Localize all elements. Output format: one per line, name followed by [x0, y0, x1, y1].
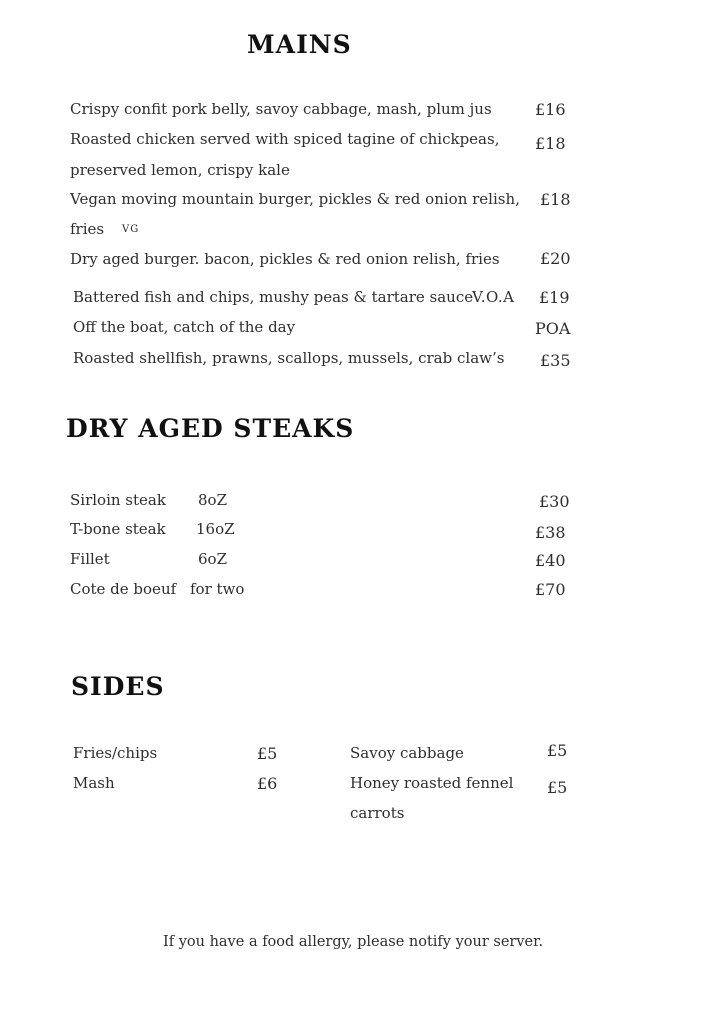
side-right-1-price: £5 — [547, 741, 568, 760]
steak-item-1-price: £30 — [539, 492, 570, 511]
steak-item-2-size: 16oZ — [196, 520, 235, 538]
side-left-1-price: £5 — [257, 744, 278, 763]
steak-item-1-size: 8oZ — [198, 491, 227, 509]
mains-item-3-price: £18 — [540, 190, 571, 209]
mains-item-5-text: Battered fish and chips, mushy peas & tartare sauce — [73, 288, 474, 306]
mains-item-4-price: £20 — [540, 249, 571, 268]
mains-item-7-text: Roasted shellfish, prawns, scallops, mussels, crab claw’s — [73, 349, 505, 367]
mains-item-2-price: £18 — [535, 134, 566, 153]
steak-item-1-name: Sirloin steak — [70, 491, 166, 509]
sides-heading: SIDES — [71, 672, 165, 701]
mains-item-4-text: Dry aged burger. bacon, pickles & red onion relish, fries — [70, 250, 500, 268]
mains-item-6-text: Off the boat, catch of the day — [73, 318, 296, 336]
side-right-2-name: Honey roasted fennel — [350, 774, 514, 792]
mains-item-2-text-cont: preserved lemon, crispy kale — [70, 161, 290, 179]
side-right-2-name-cont: carrots — [350, 804, 405, 822]
mains-item-3-text: Vegan moving mountain burger, pickles & red onion relish, — [70, 190, 520, 208]
steak-item-3-price: £40 — [535, 551, 566, 570]
side-left-1-name: Fries/chips — [73, 744, 158, 762]
side-right-2-price: £5 — [547, 778, 568, 797]
allergy-note: If you have a food allergy, please notify your server. — [163, 934, 544, 950]
steak-item-4-name: Cote de boeuf — [70, 580, 177, 598]
steak-item-3-size: 6oZ — [198, 550, 227, 568]
steak-item-2-price: £38 — [535, 523, 566, 542]
mains-item-2-text: Roasted chicken served with spiced tagine of chickpeas, — [70, 130, 500, 148]
mains-item-7-price: £35 — [540, 351, 571, 370]
steak-item-3-name: Fillet — [70, 550, 110, 568]
steaks-heading: DRY AGED STEAKS — [66, 414, 355, 443]
mains-item-1-price: £16 — [535, 100, 566, 119]
steak-item-4-price: £70 — [535, 580, 566, 599]
side-left-2-price: £6 — [257, 774, 278, 793]
vegan-tag: VG — [122, 224, 140, 235]
mains-heading: MAINS — [247, 30, 352, 59]
side-left-2-name: Mash — [73, 774, 115, 792]
side-right-1-name: Savoy cabbage — [350, 744, 464, 762]
mains-item-3-text-cont: fries — [70, 220, 105, 238]
mains-item-1-text: Crispy confit pork belly, savoy cabbage, mash, plum jus — [70, 100, 492, 118]
voa-tag: V.O.A — [472, 288, 515, 306]
mains-item-6-price: POA — [535, 319, 571, 338]
mains-item-5-price: £19 — [539, 288, 570, 307]
steak-item-2-name: T-bone steak — [70, 520, 166, 538]
steak-item-4-size: for two — [190, 580, 245, 598]
